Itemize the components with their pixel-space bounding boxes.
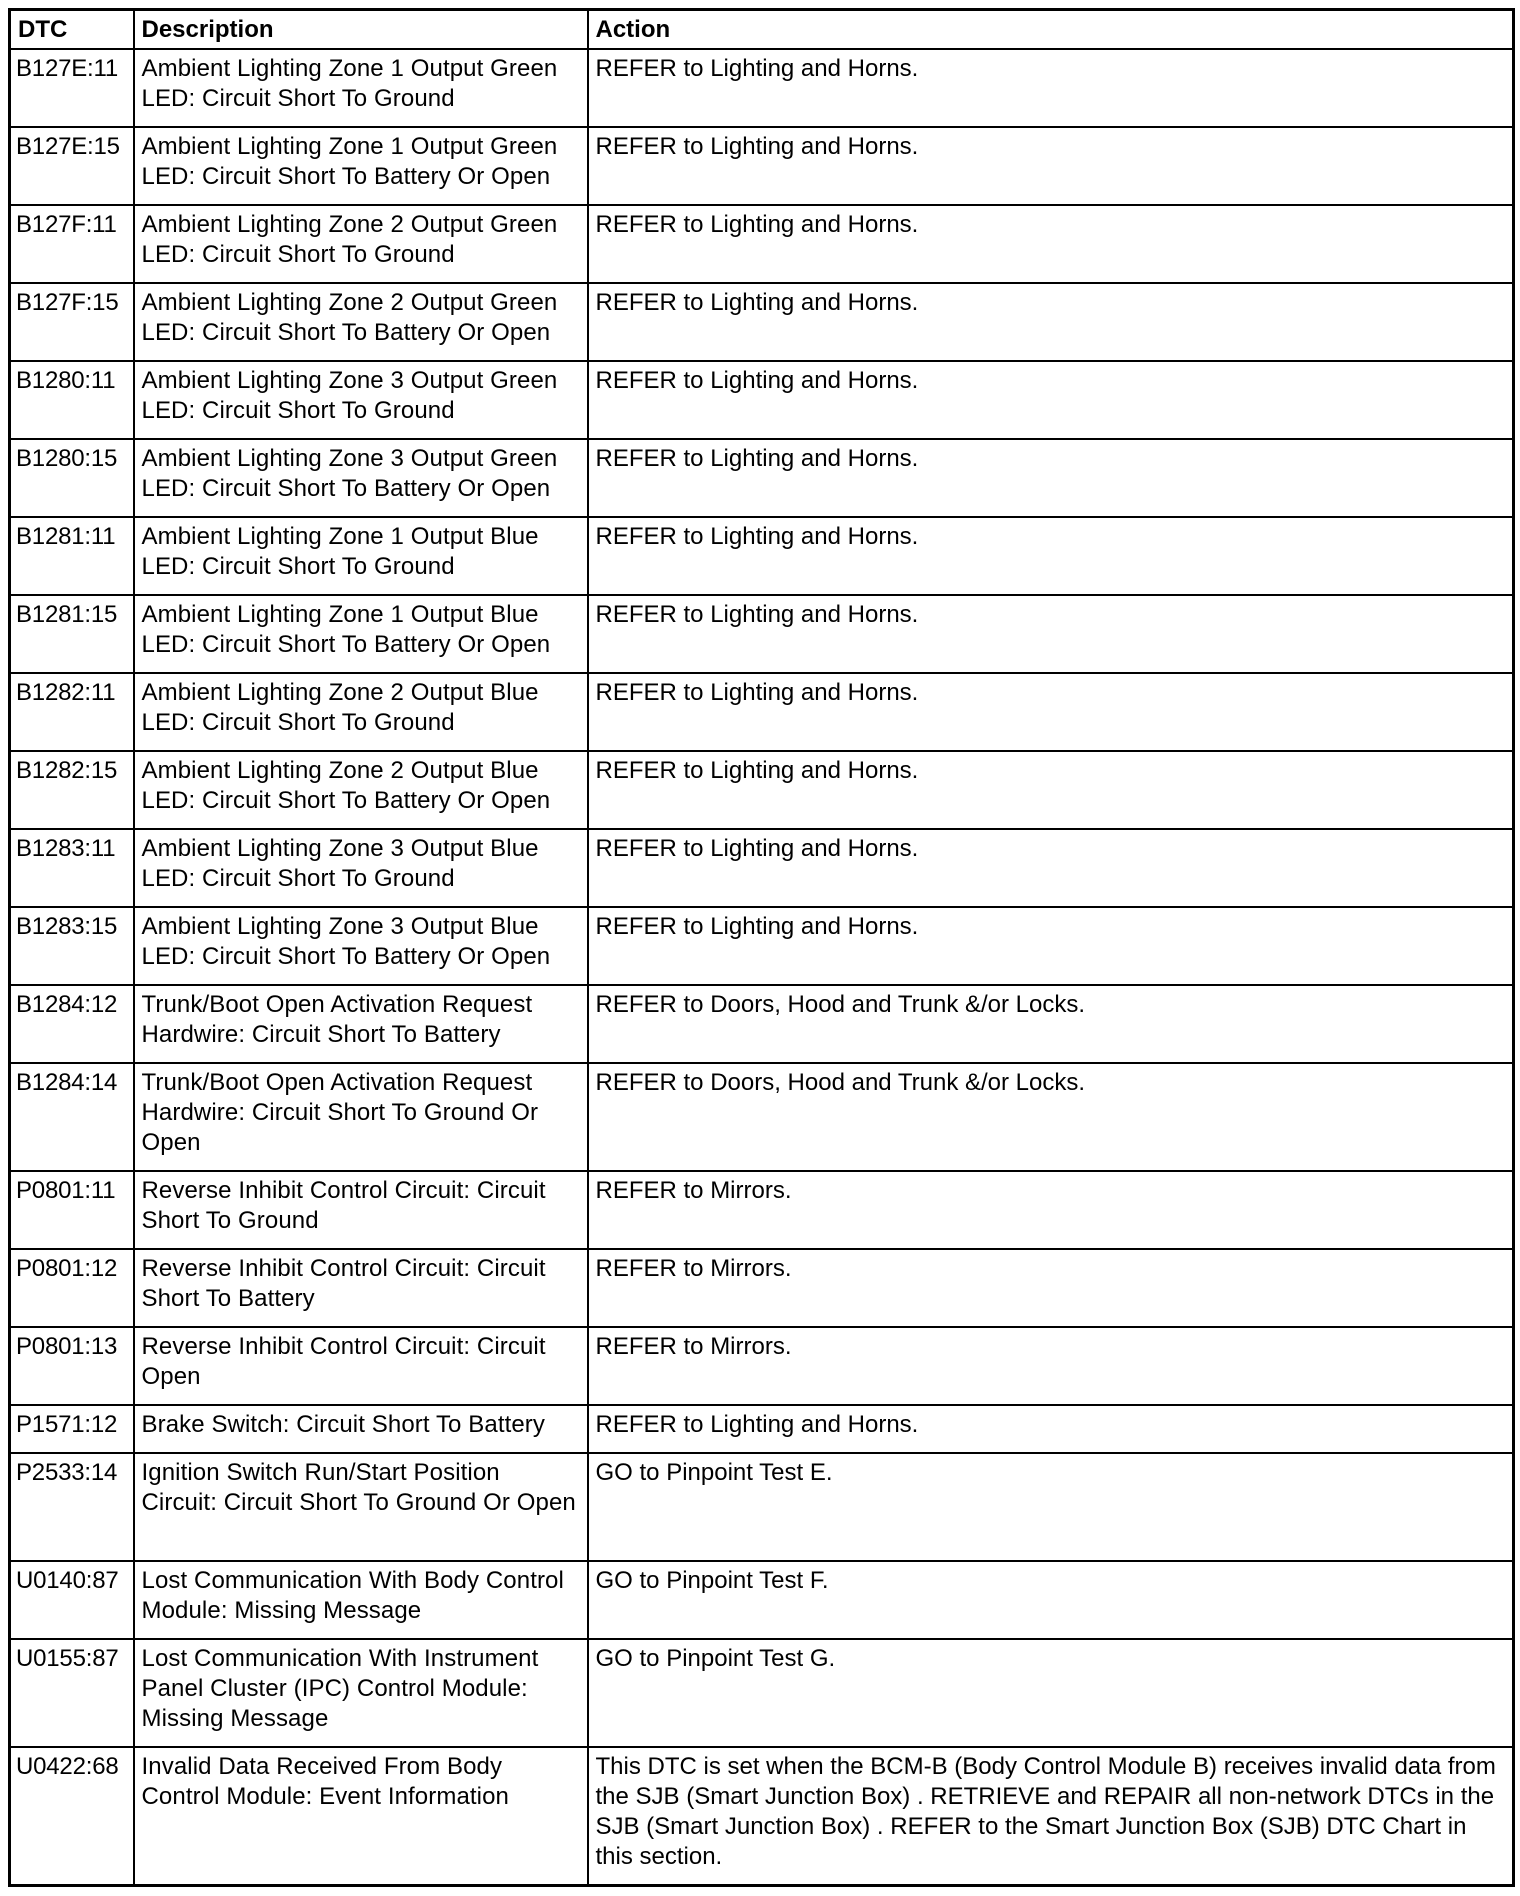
action-cell: REFER to Mirrors.: [588, 1249, 1514, 1327]
table-row: [10, 283, 1514, 361]
description-cell: Ambient Lighting Zone 2 Output Green LED: Circuit Short To Battery Or Open: [134, 283, 588, 361]
dtc-code-cell: B127F:11: [10, 205, 134, 283]
action-cell: This DTC is set when the BCM-B (Body Control Module B) receives invalid data from the SJB (Smart Junction Box) . RETRIEVE and REPAIR all non-network DTCs in the SJB (Smart Junction Box) . REFER to the Smart Junction Box (SJB) DTC Chart in this section.: [588, 1747, 1514, 1886]
dtc-code-cell: P0801:12: [10, 1249, 134, 1327]
description-cell: Ambient Lighting Zone 3 Output Green LED: Circuit Short To Ground: [134, 361, 588, 439]
action-cell: REFER to Lighting and Horns.: [588, 517, 1514, 595]
description-cell: Ignition Switch Run/Start Position Circuit: Circuit Short To Ground Or Open: [134, 1453, 588, 1561]
table-row: [10, 673, 1514, 751]
table-row: [10, 49, 1514, 127]
dtc-code-cell: B1281:15: [10, 595, 134, 673]
action-cell: REFER to Lighting and Horns.: [588, 595, 1514, 673]
column-header-description: Description: [134, 10, 588, 50]
description-cell: Reverse Inhibit Control Circuit: Circuit Open: [134, 1327, 588, 1405]
table-row: [10, 1405, 1514, 1453]
dtc-code-cell: B1281:11: [10, 517, 134, 595]
dtc-code-cell: B1280:15: [10, 439, 134, 517]
dtc-code-cell: B127E:15: [10, 127, 134, 205]
description-cell: Ambient Lighting Zone 3 Output Green LED: Circuit Short To Battery Or Open: [134, 439, 588, 517]
table-row: [10, 205, 1514, 283]
action-cell: REFER to Lighting and Horns.: [588, 829, 1514, 907]
action-cell: REFER to Lighting and Horns.: [588, 361, 1514, 439]
dtc-code-cell: B1284:12: [10, 985, 134, 1063]
dtc-code-cell: P1571:12: [10, 1405, 134, 1453]
dtc-code-cell: P2533:14: [10, 1453, 134, 1561]
action-cell: REFER to Lighting and Horns.: [588, 439, 1514, 517]
dtc-code-cell: B1284:14: [10, 1063, 134, 1171]
description-cell: Ambient Lighting Zone 2 Output Green LED: Circuit Short To Ground: [134, 205, 588, 283]
description-cell: Trunk/Boot Open Activation Request Hardwire: Circuit Short To Ground Or Open: [134, 1063, 588, 1171]
dtc-code-cell: B1282:11: [10, 673, 134, 751]
dtc-code-cell: P0801:11: [10, 1171, 134, 1249]
description-cell: Ambient Lighting Zone 1 Output Green LED: Circuit Short To Ground: [134, 49, 588, 127]
action-cell: REFER to Mirrors.: [588, 1327, 1514, 1405]
action-cell: REFER to Mirrors.: [588, 1171, 1514, 1249]
table-row: [10, 1747, 1514, 1886]
dtc-code-cell: B127E:11: [10, 49, 134, 127]
action-cell: REFER to Doors, Hood and Trunk &/or Locks.: [588, 985, 1514, 1063]
table-row: [10, 1453, 1514, 1561]
action-cell: REFER to Lighting and Horns.: [588, 673, 1514, 751]
description-cell: Lost Communication With Instrument Panel Cluster (IPC) Control Module: Missing Message: [134, 1639, 588, 1747]
table-row: [10, 1639, 1514, 1747]
table-row: [10, 127, 1514, 205]
description-cell: Trunk/Boot Open Activation Request Hardwire: Circuit Short To Battery: [134, 985, 588, 1063]
dtc-code-cell: P0801:13: [10, 1327, 134, 1405]
description-cell: Invalid Data Received From Body Control Module: Event Information: [134, 1747, 588, 1886]
table-row: [10, 1249, 1514, 1327]
dtc-code-cell: U0140:87: [10, 1561, 134, 1639]
table-row: [10, 1561, 1514, 1639]
table-row: [10, 907, 1514, 985]
description-cell: Brake Switch: Circuit Short To Battery: [134, 1405, 588, 1453]
description-cell: Ambient Lighting Zone 2 Output Blue LED: Circuit Short To Ground: [134, 673, 588, 751]
table-row: [10, 1063, 1514, 1171]
action-cell: REFER to Lighting and Horns.: [588, 907, 1514, 985]
description-cell: Ambient Lighting Zone 3 Output Blue LED: Circuit Short To Battery Or Open: [134, 907, 588, 985]
table-row: [10, 829, 1514, 907]
column-header-action: Action: [588, 10, 1514, 50]
table-row: [10, 1327, 1514, 1405]
dtc-code-cell: B1283:11: [10, 829, 134, 907]
action-cell: REFER to Lighting and Horns.: [588, 49, 1514, 127]
description-cell: Ambient Lighting Zone 3 Output Blue LED: Circuit Short To Ground: [134, 829, 588, 907]
table-row: [10, 361, 1514, 439]
dtc-chart-page: [8, 8, 1512, 1887]
description-cell: Ambient Lighting Zone 1 Output Blue LED: Circuit Short To Ground: [134, 517, 588, 595]
description-cell: Ambient Lighting Zone 1 Output Green LED: Circuit Short To Battery Or Open: [134, 127, 588, 205]
action-cell: REFER to Lighting and Horns.: [588, 751, 1514, 829]
action-cell: GO to Pinpoint Test G.: [588, 1639, 1514, 1747]
action-cell: GO to Pinpoint Test F.: [588, 1561, 1514, 1639]
description-cell: Ambient Lighting Zone 2 Output Blue LED: Circuit Short To Battery Or Open: [134, 751, 588, 829]
table-row: [10, 1171, 1514, 1249]
table-row: [10, 751, 1514, 829]
action-cell: REFER to Doors, Hood and Trunk &/or Locks.: [588, 1063, 1514, 1171]
action-cell: REFER to Lighting and Horns.: [588, 127, 1514, 205]
description-cell: Ambient Lighting Zone 1 Output Blue LED: Circuit Short To Battery Or Open: [134, 595, 588, 673]
description-cell: Reverse Inhibit Control Circuit: Circuit Short To Ground: [134, 1171, 588, 1249]
description-cell: Lost Communication With Body Control Module: Missing Message: [134, 1561, 588, 1639]
dtc-code-cell: B127F:15: [10, 283, 134, 361]
table-row: [10, 517, 1514, 595]
table-row: [10, 595, 1514, 673]
action-cell: REFER to Lighting and Horns.: [588, 1405, 1514, 1453]
dtc-table: [8, 8, 1515, 1887]
table-row: [10, 439, 1514, 517]
dtc-code-cell: B1282:15: [10, 751, 134, 829]
column-header-dtc: DTC: [10, 10, 134, 50]
dtc-code-cell: B1283:15: [10, 907, 134, 985]
table-row: [10, 985, 1514, 1063]
action-cell: REFER to Lighting and Horns.: [588, 205, 1514, 283]
dtc-code-cell: U0422:68: [10, 1747, 134, 1886]
dtc-code-cell: U0155:87: [10, 1639, 134, 1747]
dtc-code-cell: B1280:11: [10, 361, 134, 439]
action-cell: REFER to Lighting and Horns.: [588, 283, 1514, 361]
action-cell: GO to Pinpoint Test E.: [588, 1453, 1514, 1561]
table-header-row: [10, 10, 1514, 50]
description-cell: Reverse Inhibit Control Circuit: Circuit Short To Battery: [134, 1249, 588, 1327]
